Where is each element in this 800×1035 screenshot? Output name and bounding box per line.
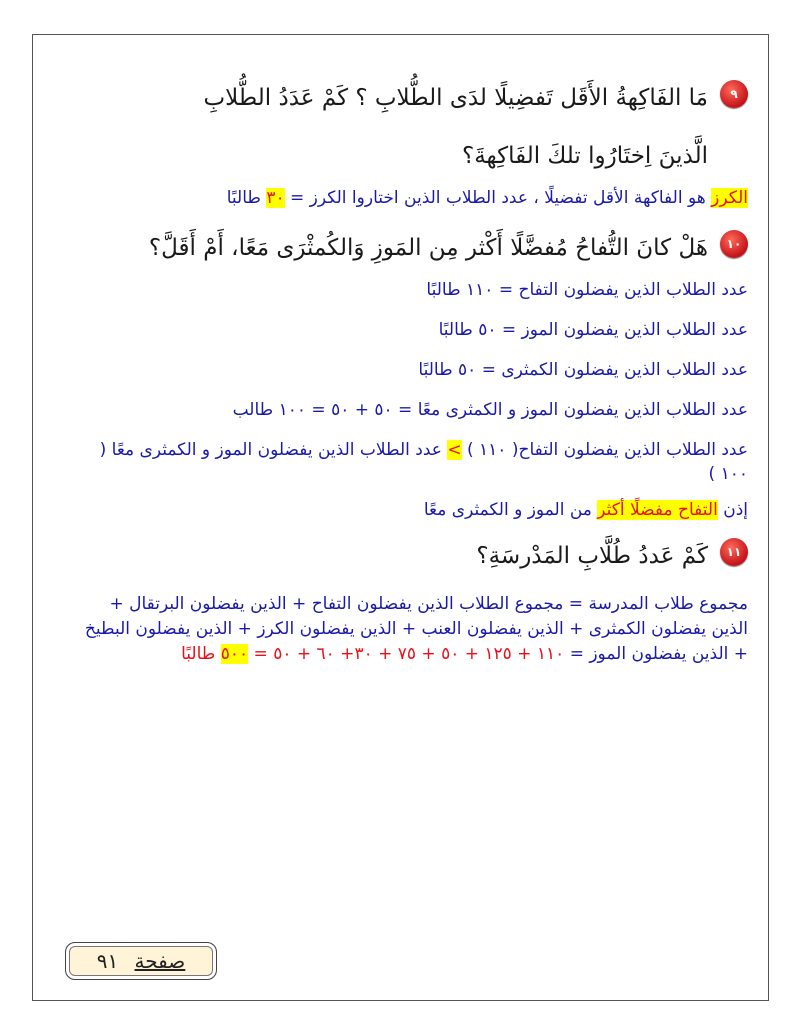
page-number: ٩١ — [96, 949, 119, 973]
conclusion-line — [72, 498, 748, 522]
question-line-1: كَمْ عَددُ طُلَّابِ المَدْرسَةِ؟ — [476, 543, 708, 569]
answer-line: عدد الطلاب الذين يفضلون الموز = ٥٠ طالبًا — [438, 320, 748, 340]
question-text — [476, 534, 708, 578]
answer-unit: طالبًا — [226, 188, 267, 208]
calculation: ١١٠ + ١٢٥ + ٥٠ + ٧٥ + ٣٠+ ٦٠ + ٥٠ = — [248, 644, 565, 664]
highlight-text: الكرز — [711, 188, 748, 208]
question-line-1: مَا الفَاكِهةُ الأَقَل تَفضِيلًا لدَى الطُّلابِ ؟ كَمْ عَدَدُ الطُّلابِ — [203, 85, 708, 111]
content — [72, 76, 748, 667]
compare-sign: > — [447, 440, 462, 460]
answer-line: عدد الطلاب الذين يفضلون الموز و الكمثرى معًا = ٥٠ + ٥٠ = ١٠٠ طالب — [232, 400, 748, 420]
question-number-badge: ١٠ — [720, 230, 748, 258]
answer-11 — [72, 592, 748, 667]
highlight-value: ٣٠ — [266, 188, 285, 208]
conclusion-highlight: التفاح مفضلًا أكثر — [597, 500, 718, 520]
answer-line — [72, 186, 748, 210]
question-11 — [72, 534, 748, 578]
answer-9 — [72, 186, 748, 210]
compare-left: عدد الطلاب الذين يفضلون التفاح( ١١٠ ) — [461, 440, 748, 460]
page-number-box — [65, 942, 217, 980]
question-10 — [72, 226, 748, 270]
question-text — [204, 76, 708, 178]
total-value: ٥٠٠ — [220, 644, 249, 664]
page-label: صفحة — [134, 949, 186, 973]
question-line-1: هَلْ كانَ التُّفاحُ مُفضَّلًا أَكْثر مِن المَوزِ وَالكُمثْرَى مَعًا، أَمْ أَقَلَّ؟ — [148, 235, 708, 261]
conclusion-end: من الموز و الكمثرى معًا — [423, 500, 598, 520]
answer-text: هو الفاكهة الأقل تفضيلًا ، عدد الطلاب الذين اختاروا الكرز = — [284, 188, 712, 208]
question-text — [149, 226, 708, 270]
compare-line — [72, 438, 748, 486]
answer-line: عدد الطلاب الذين يفضلون التفاح = ١١٠ طالبًا — [426, 280, 748, 300]
answer-10 — [72, 278, 748, 522]
question-line-2: الَّذينَ اِختَارُوا تلكَ الفَاكِهةَ؟ — [461, 143, 708, 169]
question-9 — [72, 76, 748, 178]
question-number-badge: ١١ — [720, 538, 748, 566]
compare-right: عدد الطلاب الذين يفضلون الموز و الكمثرى معًا ( ١٠٠ ) — [99, 440, 748, 484]
answer-text: مجموع طلاب المدرسة = مجموع الطلاب الذين يفضلون التفاح + الذين يفضلون البرتقال + الذين يفضلون الكمثرى + الذين يفضلون العنب + الذين يفضلون الكرز + الذين يفضلون البطيخ + الذين يفضلون الموز = — [84, 594, 748, 664]
answer-line: عدد الطلاب الذين يفضلون الكمثرى = ٥٠ طالبًا — [418, 360, 748, 380]
conclusion-start: إذن — [717, 500, 748, 520]
question-number-badge: ٩ — [720, 80, 748, 108]
answer-unit: طالبًا — [181, 644, 221, 664]
